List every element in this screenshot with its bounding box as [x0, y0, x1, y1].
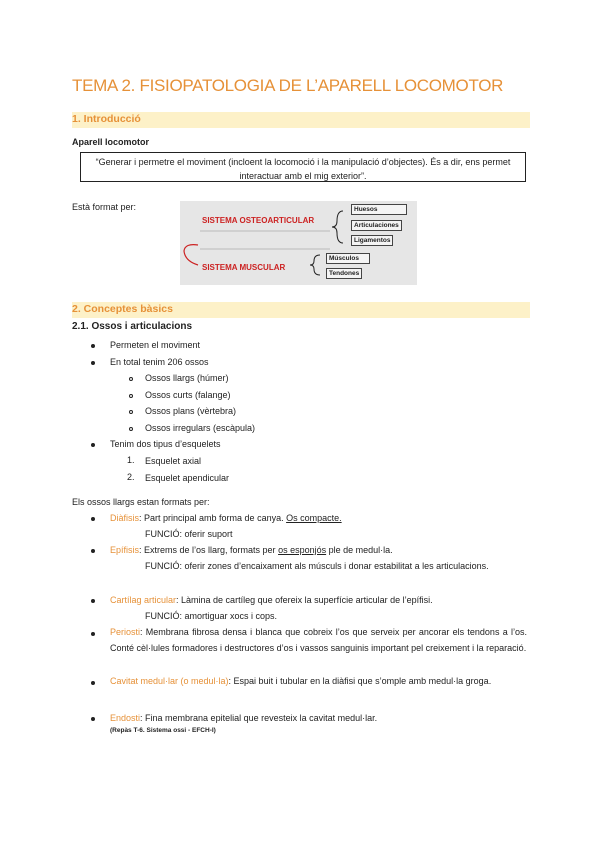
- term-endosti: Endosti: [110, 713, 141, 723]
- term-periosti-line: Periosti: Membrana fibrosa densa i blanca que cobreix l’os que serveix per ancorar els tendons a l’os. Conté cèl·lules formadores i destructores d’os i vassos sanguinis important pel creixement i la reparació.: [110, 627, 527, 653]
- bullet-dot: [91, 599, 95, 603]
- format-label: Està format per:: [72, 202, 137, 212]
- list-item: Esquelet axial: [145, 456, 202, 466]
- list-number: 2.: [127, 472, 135, 482]
- subheading-aparell: Aparell locomotor: [72, 137, 150, 147]
- term-cavitat: Cavitat medul·lar (o medul·la): [110, 676, 229, 686]
- diagram-group-muscular: SISTEMA MUSCULAR: [202, 263, 286, 272]
- term-diafisi-line: Diàfisis: Part principal amb forma de canya. Os compacte.: [110, 513, 342, 523]
- diagram-group-osteoarticular: SISTEMA OSTEOARTICULAR: [202, 216, 315, 225]
- bullet-dot: [91, 517, 95, 521]
- diagram-item-ligamentos: Ligamentos: [351, 235, 393, 246]
- section-band-conceptes: [72, 302, 530, 318]
- page-title: TEMA 2. FISIOPATOLOGIA DE L’APARELL LOCOMOTOR: [72, 76, 504, 95]
- bullet-dot: [91, 443, 95, 447]
- function-text: FUNCIÓ: oferir suport: [145, 529, 233, 539]
- bullet-dot: [91, 717, 95, 721]
- list-item: Esquelet apendicular: [145, 473, 230, 483]
- list-item: Ossos plans (vèrtebra): [145, 406, 237, 416]
- list-item: Ossos llargs (húmer): [145, 373, 229, 383]
- term-diafisi: Diàfisis: [110, 513, 140, 523]
- bullet-dot: [91, 632, 95, 636]
- locomotor-diagram: [180, 201, 417, 285]
- list-item: En total tenim 206 ossos: [110, 357, 209, 367]
- sub-bullet: [129, 427, 133, 431]
- diagram-item-articulaciones: Articulaciones: [351, 220, 402, 231]
- function-text: FUNCIÓ: amortiguar xocs i cops.: [145, 611, 278, 621]
- subheading-ossos: 2.1. Ossos i articulacions: [72, 321, 193, 332]
- bullet-dot: [91, 344, 95, 348]
- term-epifisi: Epífisis: [110, 545, 140, 555]
- long-bones-intro: Els ossos llargs estan formats per:: [72, 497, 210, 507]
- list-item: Tenim dos tipus d’esquelets: [110, 439, 221, 449]
- diagram-item-huesos: Huesos: [351, 204, 407, 215]
- section-band-introduccio: [72, 112, 530, 128]
- definition-quote: “Generar i permetre el moviment (incloent la locomoció i la manipulació d’objectes). És a dir, ens permet interactuar amb el mig exterior”.: [80, 152, 526, 182]
- section-heading: 2. Conceptes bàsics: [72, 303, 173, 315]
- bullet-dot: [91, 361, 95, 365]
- sub-bullet: [129, 394, 133, 398]
- term-periosti: Periosti: [110, 627, 141, 637]
- diagram-item-musculos: Músculos: [326, 253, 370, 264]
- sub-bullet: [129, 410, 133, 414]
- list-number: 1.: [127, 455, 135, 465]
- term-cavitat-line: Cavitat medul·lar (o medul·la): Espai buit i tubular en la diàfisi que s’omple amb medul·la groga.: [110, 676, 492, 686]
- list-item: Permeten el moviment: [110, 340, 201, 350]
- bullet-dot: [91, 681, 95, 685]
- section-heading: 1. Introducció: [72, 113, 141, 125]
- term-cartilag-line: Cartílag articular: Làmina de cartíleg que ofereix la superfície articular de l’epífisi.: [110, 595, 433, 605]
- list-item: Ossos irregulars (escàpula): [145, 423, 256, 433]
- diagram-item-tendones: Tendones: [326, 268, 362, 279]
- term-endosti-line: Endosti: Fina membrana epitelial que revesteix la cavitat medul·lar.: [110, 713, 378, 723]
- bullet-dot: [91, 549, 95, 553]
- sub-bullet: [129, 377, 133, 381]
- term-cartilag: Cartílag articular: [110, 595, 177, 605]
- footnote: (Repàs T-6. Sistema ossi - EFCH-I): [110, 727, 216, 734]
- list-item: Ossos curts (falange): [145, 390, 231, 400]
- term-epifisi-line: Epífisis: Extrems de l’os llarg, formats per os esponjós ple de medul·la.: [110, 545, 393, 555]
- function-text: FUNCIÓ: oferir zones d’encaixament als músculs i donar estabilitat a les articulacions.: [145, 561, 489, 571]
